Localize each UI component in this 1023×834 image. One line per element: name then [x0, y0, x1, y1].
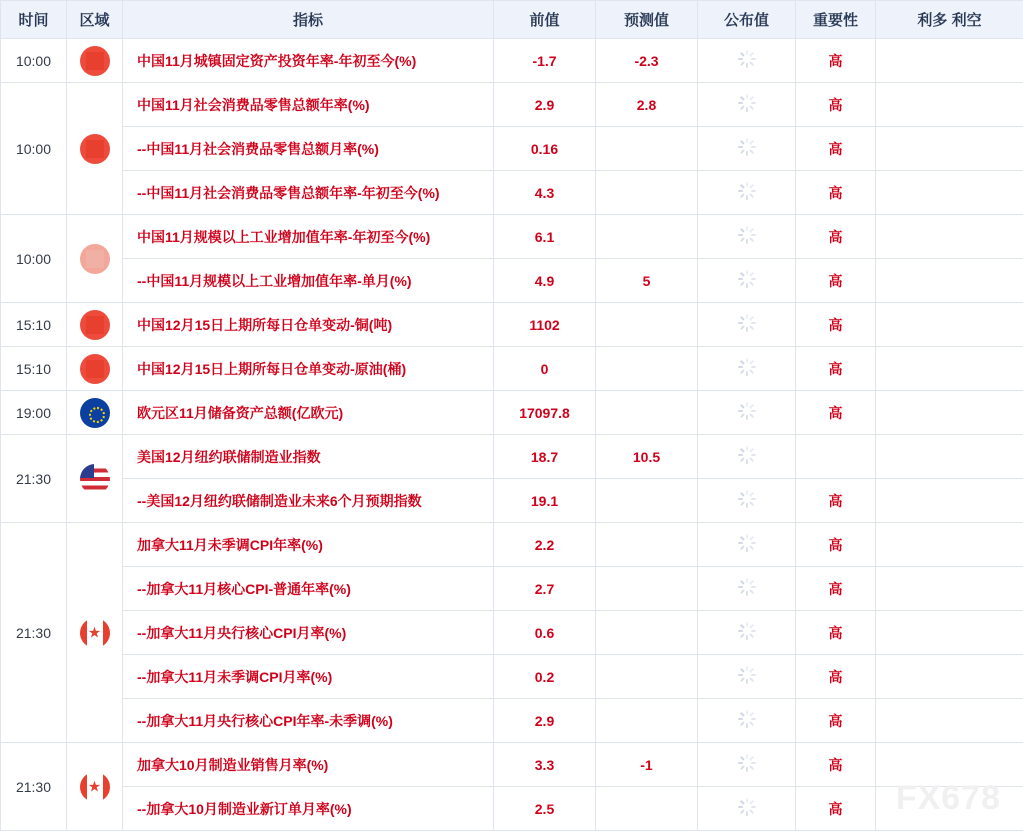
table-row[interactable] — [1, 259, 1023, 303]
flag-canada-icon: ★ — [80, 772, 110, 802]
published-value — [698, 567, 796, 611]
published-value — [698, 435, 796, 479]
forecast-value — [596, 787, 698, 831]
importance-level: 高 — [796, 259, 876, 303]
indicator-name[interactable]: 美国12月纽约联储制造业指数 — [123, 435, 494, 479]
importance-level: 高 — [796, 83, 876, 127]
previous-value: 19.1 — [494, 479, 596, 523]
importance-level: 高 — [796, 743, 876, 787]
flag-china-icon — [80, 354, 110, 384]
indicator-name[interactable]: --加拿大11月央行核心CPI年率-未季调(%) — [123, 699, 494, 743]
previous-value: 2.5 — [494, 787, 596, 831]
published-value — [698, 699, 796, 743]
event-time: 10:00 — [1, 83, 67, 215]
importance-level: 高 — [796, 611, 876, 655]
region-flag — [67, 435, 123, 523]
previous-value: 6.1 — [494, 215, 596, 259]
event-time: 19:00 — [1, 391, 67, 435]
loading-spinner-icon — [738, 666, 756, 684]
flag-china-icon — [80, 310, 110, 340]
forecast-value — [596, 567, 698, 611]
effect-indicator — [876, 787, 1023, 831]
previous-value: 1102 — [494, 303, 596, 347]
forecast-value — [596, 215, 698, 259]
watermark: FX678 — [895, 779, 1001, 817]
importance-level: 高 — [796, 215, 876, 259]
previous-value: 0.6 — [494, 611, 596, 655]
loading-spinner-icon — [738, 710, 756, 728]
loading-spinner-icon — [738, 490, 756, 508]
forecast-value: -1 — [596, 743, 698, 787]
table-row[interactable] — [1, 787, 1023, 831]
effect-indicator — [876, 347, 1023, 391]
indicator-name[interactable]: 中国11月社会消费品零售总额年率(%) — [123, 83, 494, 127]
effect-indicator — [876, 611, 1023, 655]
loading-spinner-icon — [738, 50, 756, 68]
table-row[interactable] — [1, 699, 1023, 743]
table-row[interactable] — [1, 523, 1023, 567]
indicator-name[interactable]: 中国12月15日上期所每日仓单变动-铜(吨) — [123, 303, 494, 347]
published-value — [698, 743, 796, 787]
indicator-name[interactable]: 中国12月15日上期所每日仓单变动-原油(桶) — [123, 347, 494, 391]
flag-china-icon — [80, 134, 110, 164]
previous-value: -1.7 — [494, 39, 596, 83]
forecast-value — [596, 127, 698, 171]
forecast-value — [596, 699, 698, 743]
forecast-value — [596, 347, 698, 391]
indicator-name[interactable]: 加拿大10月制造业销售月率(%) — [123, 743, 494, 787]
loading-spinner-icon — [738, 182, 756, 200]
published-value — [698, 391, 796, 435]
previous-value: 17097.8 — [494, 391, 596, 435]
effect-indicator — [876, 259, 1023, 303]
importance-level: 高 — [796, 787, 876, 831]
effect-indicator — [876, 215, 1023, 259]
importance-level: 高 — [796, 303, 876, 347]
region-flag — [67, 347, 123, 391]
flag-eurozone-icon — [80, 398, 110, 428]
importance-level: 高 — [796, 655, 876, 699]
previous-value: 0 — [494, 347, 596, 391]
event-time: 21:30 — [1, 523, 67, 743]
table-row[interactable] — [1, 743, 1023, 787]
table-row[interactable] — [1, 567, 1023, 611]
forecast-value: -2.3 — [596, 39, 698, 83]
indicator-name[interactable]: --加拿大11月央行核心CPI月率(%) — [123, 611, 494, 655]
importance-level: 高 — [796, 127, 876, 171]
event-time: 21:30 — [1, 435, 67, 523]
importance-level: 高 — [796, 523, 876, 567]
previous-value: 0.16 — [494, 127, 596, 171]
table-row[interactable] — [1, 171, 1023, 215]
effect-indicator — [876, 655, 1023, 699]
effect-indicator — [876, 523, 1023, 567]
published-value — [698, 347, 796, 391]
forecast-value — [596, 391, 698, 435]
loading-spinner-icon — [738, 622, 756, 640]
forecast-value — [596, 655, 698, 699]
importance-level: 高 — [796, 391, 876, 435]
table-row[interactable] — [1, 655, 1023, 699]
forecast-value: 10.5 — [596, 435, 698, 479]
loading-spinner-icon — [738, 754, 756, 772]
indicator-name[interactable]: --美国12月纽约联储制造业未来6个月预期指数 — [123, 479, 494, 523]
effect-indicator — [876, 699, 1023, 743]
flag-china-icon — [80, 244, 110, 274]
indicator-name[interactable]: --加拿大11月核心CPI-普通年率(%) — [123, 567, 494, 611]
table-body — [1, 39, 1023, 831]
indicator-name[interactable]: --中国11月社会消费品零售总额年率-年初至今(%) — [123, 171, 494, 215]
effect-indicator — [876, 127, 1023, 171]
published-value — [698, 787, 796, 831]
forecast-value — [596, 611, 698, 655]
loading-spinner-icon — [738, 534, 756, 552]
table-header-row — [1, 1, 1023, 39]
forecast-value: 2.8 — [596, 83, 698, 127]
table-row[interactable] — [1, 39, 1023, 83]
loading-spinner-icon — [738, 578, 756, 596]
published-value — [698, 523, 796, 567]
published-value — [698, 83, 796, 127]
region-flag — [67, 215, 123, 303]
previous-value: 0.2 — [494, 655, 596, 699]
published-value — [698, 171, 796, 215]
indicator-name[interactable]: 加拿大11月未季调CPI年率(%) — [123, 523, 494, 567]
loading-spinner-icon — [738, 446, 756, 464]
forecast-value — [596, 523, 698, 567]
effect-indicator — [876, 391, 1023, 435]
region-flag — [67, 743, 123, 831]
event-time: 10:00 — [1, 215, 67, 303]
previous-value: 2.9 — [494, 699, 596, 743]
table-row[interactable] — [1, 611, 1023, 655]
previous-value: 3.3 — [494, 743, 596, 787]
effect-indicator — [876, 567, 1023, 611]
effect-indicator — [876, 303, 1023, 347]
loading-spinner-icon — [738, 94, 756, 112]
region-flag — [67, 83, 123, 215]
flag-china-icon — [80, 46, 110, 76]
published-value — [698, 259, 796, 303]
loading-spinner-icon — [738, 798, 756, 816]
importance-level — [796, 435, 876, 479]
loading-spinner-icon — [738, 314, 756, 332]
column-header-indicator[interactable]: 指标 — [123, 1, 494, 39]
effect-indicator — [876, 479, 1023, 523]
table-row[interactable] — [1, 127, 1023, 171]
flag-usa-icon — [80, 464, 110, 494]
indicator-name[interactable]: 欧元区11月储备资产总额(亿欧元) — [123, 391, 494, 435]
event-time: 21:30 — [1, 743, 67, 831]
indicator-name[interactable]: 中国11月城镇固定资产投资年率-年初至今(%) — [123, 39, 494, 83]
loading-spinner-icon — [738, 270, 756, 288]
indicator-name[interactable]: 中国11月规模以上工业增加值年率-年初至今(%) — [123, 215, 494, 259]
importance-level: 高 — [796, 567, 876, 611]
published-value — [698, 303, 796, 347]
effect-indicator — [876, 743, 1023, 787]
effect-indicator — [876, 83, 1023, 127]
published-value — [698, 39, 796, 83]
published-value — [698, 479, 796, 523]
indicator-name[interactable]: --中国11月规模以上工业增加值年率-单月(%) — [123, 259, 494, 303]
column-header-forecast[interactable]: 预测值 — [596, 1, 698, 39]
table-row[interactable] — [1, 347, 1023, 391]
previous-value: 4.9 — [494, 259, 596, 303]
loading-spinner-icon — [738, 138, 756, 156]
effect-indicator — [876, 435, 1023, 479]
region-flag — [67, 391, 123, 435]
forecast-value: 5 — [596, 259, 698, 303]
flag-canada-icon: ★ — [80, 618, 110, 648]
loading-spinner-icon — [738, 358, 756, 376]
loading-spinner-icon — [738, 226, 756, 244]
table-row[interactable] — [1, 83, 1023, 127]
table-row[interactable] — [1, 215, 1023, 259]
forecast-value — [596, 303, 698, 347]
event-time: 15:10 — [1, 347, 67, 391]
published-value — [698, 215, 796, 259]
column-header-published[interactable]: 公布值 — [698, 1, 796, 39]
table-row[interactable] — [1, 391, 1023, 435]
previous-value: 2.2 — [494, 523, 596, 567]
column-header-previous[interactable]: 前值 — [494, 1, 596, 39]
table-row[interactable] — [1, 479, 1023, 523]
column-header-importance[interactable]: 重要性 — [796, 1, 876, 39]
indicator-name[interactable]: --加拿大11月未季调CPI月率(%) — [123, 655, 494, 699]
indicator-name[interactable]: --中国11月社会消费品零售总额月率(%) — [123, 127, 494, 171]
forecast-value — [596, 171, 698, 215]
importance-level: 高 — [796, 479, 876, 523]
importance-level: 高 — [796, 347, 876, 391]
column-header-region[interactable]: 区域 — [67, 1, 123, 39]
published-value — [698, 611, 796, 655]
published-value — [698, 655, 796, 699]
table-row[interactable] — [1, 435, 1023, 479]
importance-level: 高 — [796, 699, 876, 743]
previous-value: 4.3 — [494, 171, 596, 215]
table-row[interactable] — [1, 303, 1023, 347]
effect-indicator — [876, 171, 1023, 215]
importance-level: 高 — [796, 39, 876, 83]
previous-value: 2.7 — [494, 567, 596, 611]
region-flag — [67, 523, 123, 743]
previous-value: 2.9 — [494, 83, 596, 127]
event-time: 10:00 — [1, 39, 67, 83]
event-time: 15:10 — [1, 303, 67, 347]
indicator-name[interactable]: --加拿大10月制造业新订单月率(%) — [123, 787, 494, 831]
region-flag — [67, 39, 123, 83]
effect-indicator — [876, 39, 1023, 83]
region-flag — [67, 303, 123, 347]
loading-spinner-icon — [738, 402, 756, 420]
column-header-time[interactable]: 时间 — [1, 1, 67, 39]
column-header-effect[interactable]: 利多 利空 — [876, 1, 1023, 39]
forecast-value — [596, 479, 698, 523]
previous-value: 18.7 — [494, 435, 596, 479]
importance-level: 高 — [796, 171, 876, 215]
published-value — [698, 127, 796, 171]
